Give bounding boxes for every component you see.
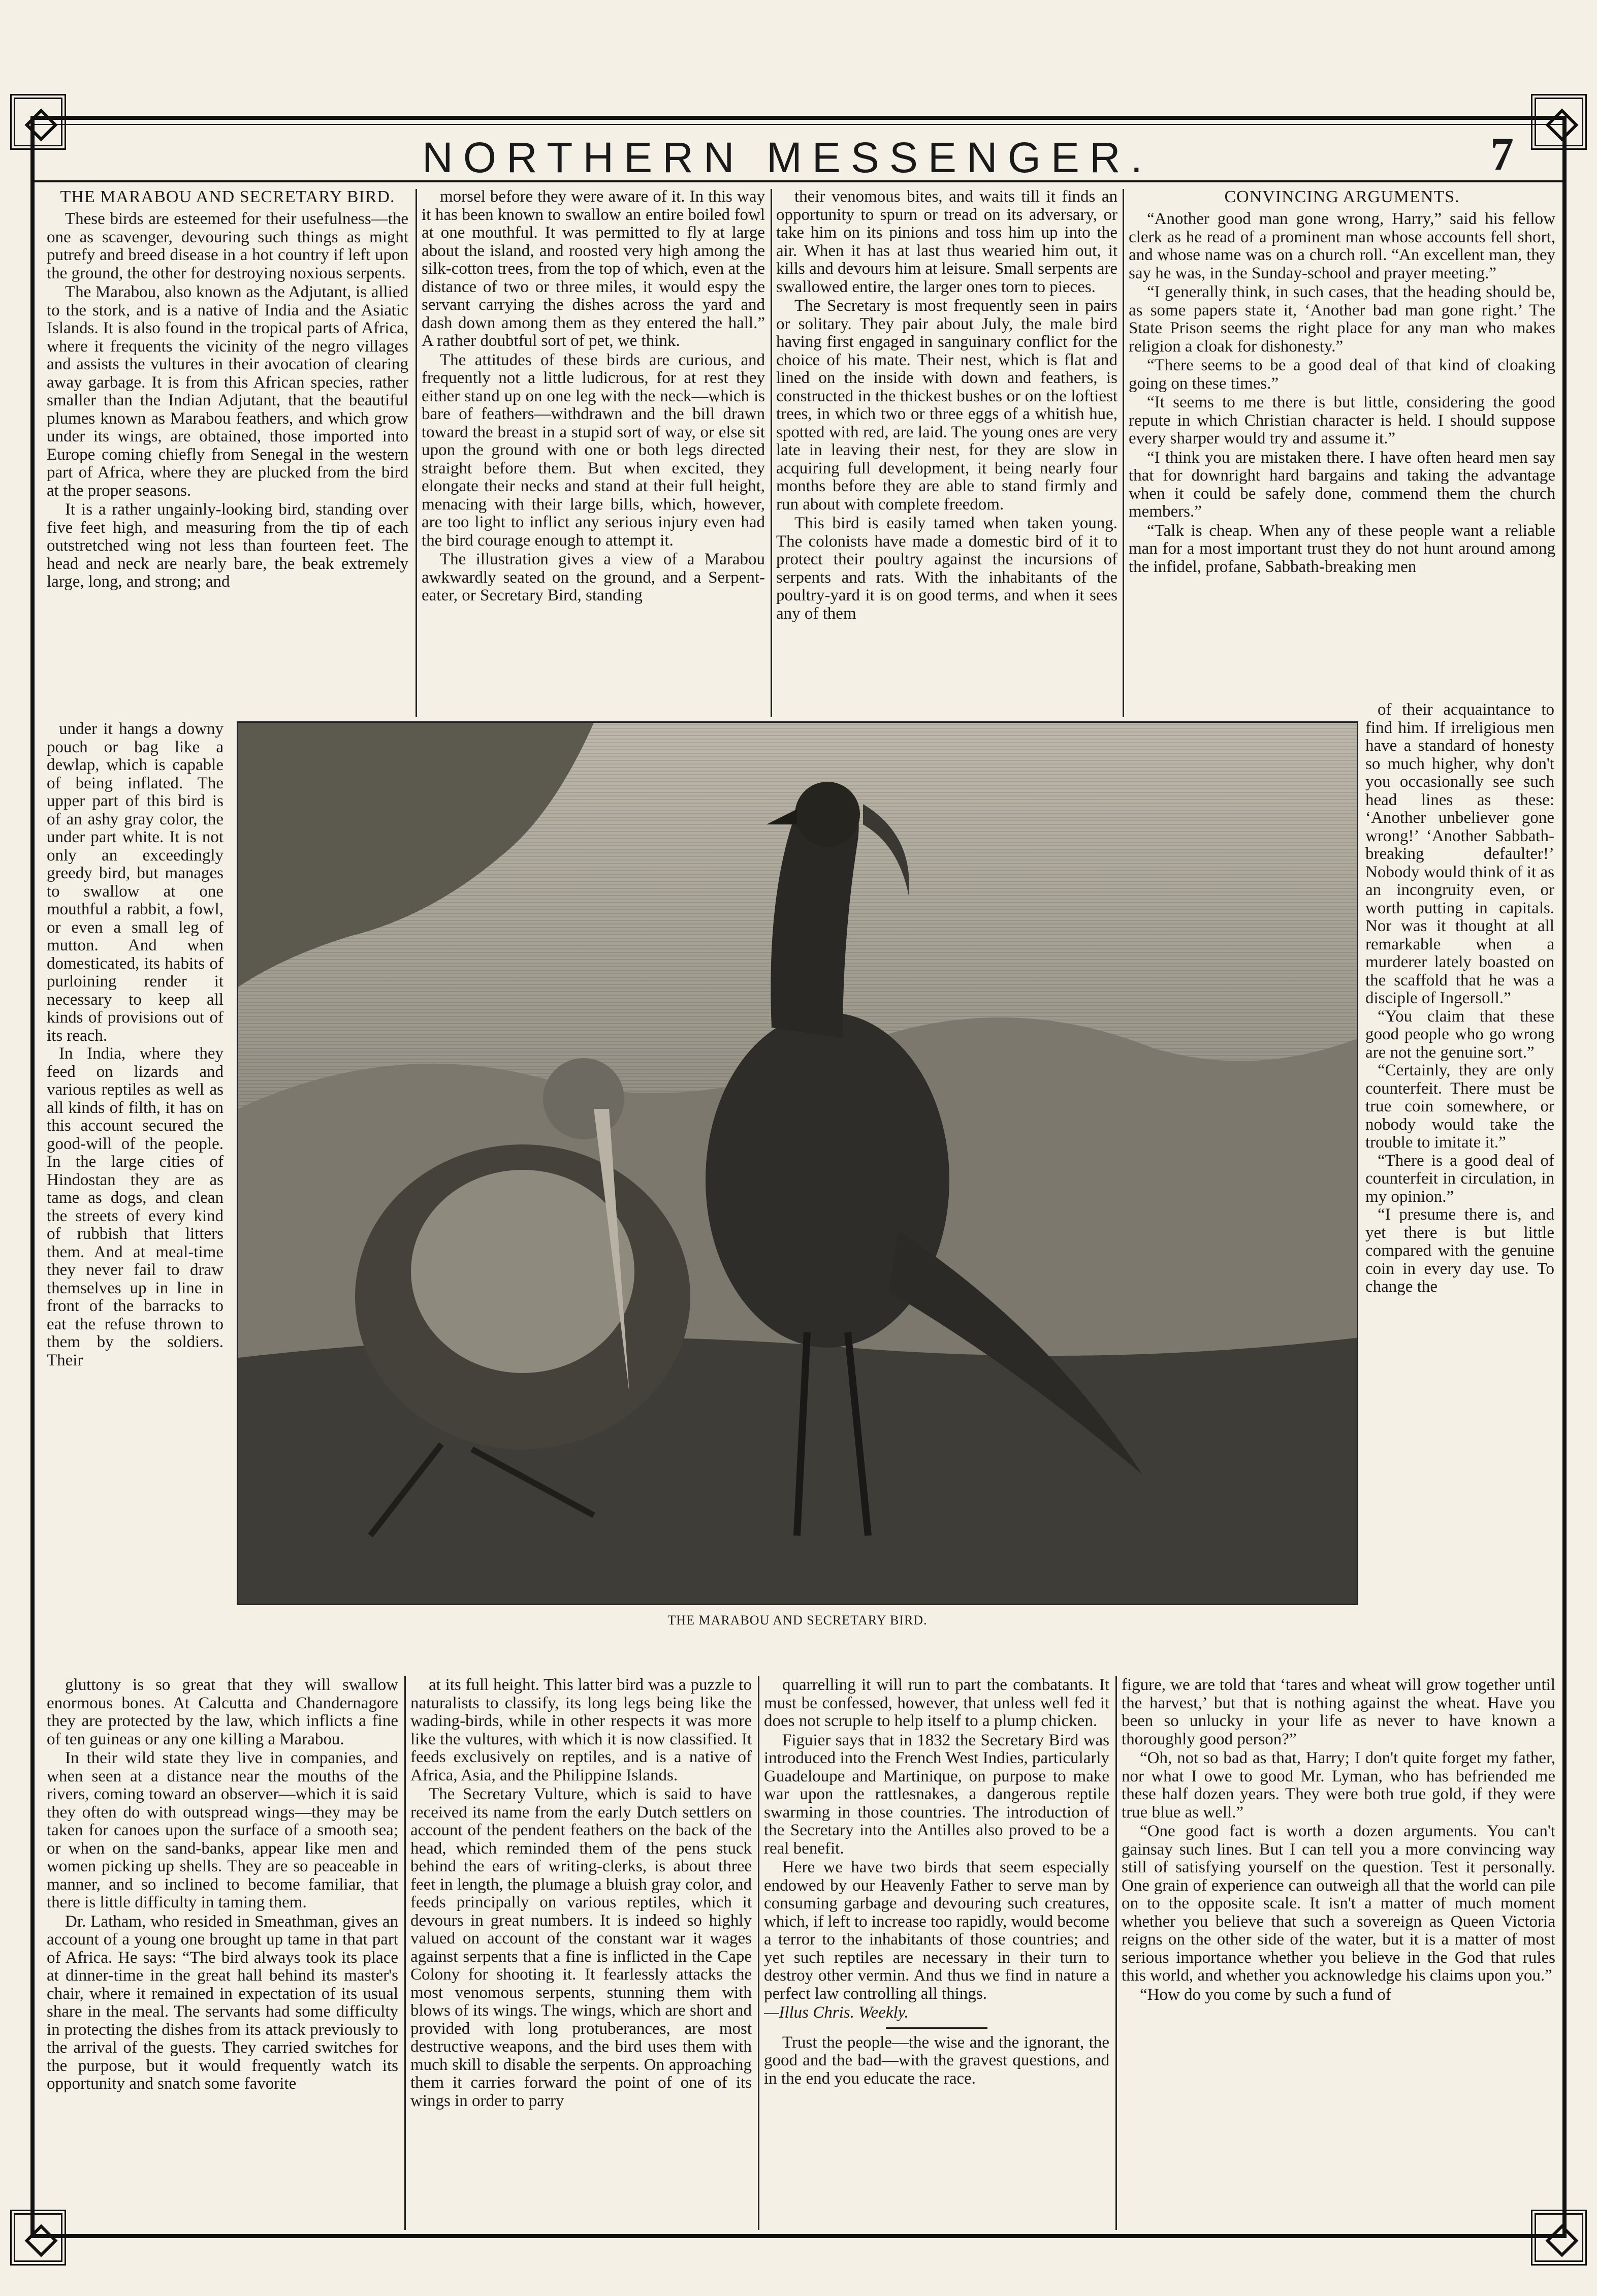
column-3-top — [776, 188, 1117, 716]
paragraph: quarrelling it will run to part the combatants. It must be confessed, however, that unless well fed it does not scruple to help itself to a plump chicken. — [764, 1676, 1109, 1730]
paragraph: In India, where they feed on lizards and various reptiles as well as all kinds of filth, it has on this account secured the good-will of the people. In the large cities of Hindostan they are as tame as dogs, and clean the streets of every kind of rubbish that litters them. And at meal-time they never fail to draw themselves up in line in front of the barracks to eat the refuse thrown to them by the soldiers. Their — [47, 1044, 223, 1369]
secretary-bird-beak — [766, 809, 797, 824]
paragraph: “Oh, not so bad as that, Harry; I don't quite forget my father, nor what I owe to good Mr. Lyman, who has befriended me these half dozen years. They were both true gold, if they were true blue as well.” — [1122, 1749, 1555, 1822]
paragraph: figure, we are told that ‘tares and wheat will grow together until the harvest,’ but that is nothing against the wheat. Have you been so unlucky in your life as never to have known a thoroughly good person?” — [1122, 1676, 1555, 1748]
paragraph: “Another good man gone wrong, Harry,” said his fellow clerk as he read of a prominent man whose accounts fell short, and whose name was on a church roll. “An excellent man, they say he was, in the Sunday-school and prayer meeting.” — [1129, 210, 1555, 282]
paragraph: “Talk is cheap. When any of these people want a reliable man for a most important trust they do not hunt around among the infidel, profane, Sabbath-breaking men — [1129, 521, 1555, 576]
paragraph: gluttony is so great that they will swallow enormous bones. At Calcutta and Chandernagore they are protected by the law, which inflicts a fine of ten guineas or any one killing a Marabou. — [47, 1676, 398, 1748]
corner-ornament-top-left — [10, 94, 66, 150]
article-credit: —Illus Chris. Weekly. — [764, 2003, 909, 2022]
paragraph: In their wild state they live in companies, and when seen at a distance near the mouths of the rivers, coming toward an observer—which it is said they often do with outspread wings—they may be taken for canoes upon the surface of a smooth sea; or when on the sand-banks, appear like men and women picking up shells. They are so peaceable in manner, and so inclined to become familiar, that there is little difficulty in taming them. — [47, 1749, 398, 1911]
paragraph: “Certainly, they are only counterfeit. There must be true coin somewhere, or nobody would take the trouble to imitate it.” — [1365, 1061, 1554, 1152]
paragraph: “I think you are mistaken there. I have often heard men say that for downright hard bargains and taking the advantage when it could be safely done, commend them the church members.” — [1129, 448, 1555, 521]
engraving-illustration — [237, 721, 1358, 1605]
column-rule-2-bottom — [758, 1676, 759, 2230]
column-3-bottom — [764, 1676, 1109, 2230]
corner-ornament-top-right — [1531, 94, 1587, 150]
paragraph: “It seems to me there is but little, considering the good repute in which Christian character is held. I should suppose every sharper would try and assume it.” — [1129, 393, 1555, 448]
paragraph: The Secretary is most frequently seen in pairs or solitary. They pair about July, the male bird having first engaged in sanguinary conflict for the choice of his mate. Their nest, which is flat and lined on the inside with down and feathers, is constructed in the thickest bushes or on the loftiest trees, in which two or three eggs of a whitish hue, spotted with red, are laid. The young ones are very late in leaving their nest, for they are slow in acquiring full development, it being nearly four months before they are able to stand firmly and run about with complete freedom. — [776, 297, 1117, 514]
column-rule-2 — [771, 189, 772, 717]
paragraph: “How do you come by such a fund of — [1140, 1985, 1391, 2004]
foliage-left — [238, 723, 594, 987]
paragraph: The Marabou, also known as the Adjutant, is allied to the stork, and is a native of India and the Asiatic Islands. It is also found in the tropical parts of Africa, where it frequents the vicinity of the negro villages and assists the vultures in their avocation of clearing away garbage. It is from this African species, rather smaller than the Indian Adjutant, that the beautiful plumes known as Marabou feathers, and which grow under its wings, are obtained, those imported into Europe coming chiefly from Senegal in the western part of Africa, where they are plucked from the bird at the proper seasons. — [47, 283, 408, 500]
column-1-wrap — [47, 720, 223, 1675]
paragraph: Dr. Latham, who resided in Smeathman, gives an account of a young one brought up tame in that part of Africa. He says: “The bird always took its place at dinner-time in the great hall behind its master's chair, where it remained in expectation of its usual share in the meal. The servants had some difficulty in protecting the dishes from its attack previously to the arrival of the guests. They carried switches for the purpose, but it would frequently watch its opportunity and snatch some favorite — [47, 1912, 398, 2093]
paragraph: The illustration gives a view of a Marabou awkwardly seated on the ground, and a Serpent-eater, or Secretary Bird, standing — [422, 550, 765, 604]
paragraph: “There is a good deal of counterfeit in circulation, in my opinion.” — [1365, 1151, 1554, 1206]
article-headline-convincing: CONVINCING ARGUMENTS. — [1224, 188, 1460, 206]
masthead-title: NORTHERN MESSENGER. — [422, 134, 1153, 181]
paragraph: The attitudes of these birds are curious, and frequently not a little ludicrous, for at rest they either stand up on one leg with the neck—which is bare of feathers—withdrawn and the bill drawn toward the breast in a stupid sort of way, or else sit upon the ground with one or both legs directed straight before them. But when excited, they elongate their necks and stand at their full height, menacing with their large bills, which, however, are too light to inflict any serious injury even had the bird courage enough to attempt it. — [422, 350, 765, 550]
paragraph: “I generally think, in such cases, that the heading should be, as some papers state it, ‘Another bad man gone right.’ The State Prison seems the right place for any man who makes religion a cloak for dishonesty.” — [1129, 283, 1555, 356]
paragraph: “I presume there is, and yet there is but little compared with the genuine coin in every day use. To change the — [1365, 1205, 1554, 1296]
filler-divider — [886, 2027, 987, 2029]
secretary-bird-crest — [863, 804, 909, 896]
paragraph: at its full height. This latter bird was a puzzle to naturalists to classify, its long legs being like the wading-birds, while in other respects it was more like the vultures, with which it is now classified. It feeds exclusively on reptiles, and is a native of Africa, Asia, and the Philippine Islands. — [410, 1676, 752, 1784]
filler-paragraph: Trust the people—the wise and the ignorant, the good and the bad—with the gravest questions, and in the end you educate the race. — [764, 2033, 1109, 2088]
marabou-breast — [411, 1170, 634, 1373]
paragraph: Figuier says that in 1832 the Secretary Bird was introduced into the French West Indies, particularly Guadeloupe and Martinique, on purpose to make war upon the rattlesnakes, a dangerous reptile swarming in those countries. The introduction of the Secretary into the Antilles also proved to be a real benefit. — [764, 1731, 1109, 1858]
birds-engraving-svg — [238, 723, 1358, 1605]
column-1-top — [47, 188, 408, 720]
paragraph: “One good fact is worth a dozen arguments. You can't gainsay such lines. But I can tell you a more convincing way still of satisfying yourself on the question. Test it personally. One grain of experience can outweigh all that the world can pile on to the opposite scale. It isn't a matter of much moment whether you believe that such a sovereign as Queen Victoria reigns on the other side of the water, but it is a matter of most serious importance whether you believe in the God that rules this world, and whether you acknowledge his claims upon you.” — [1122, 1822, 1555, 1985]
column-rule-1-bottom — [404, 1676, 406, 2230]
paragraph: Here we have two birds that seem especially endowed by our Heavenly Father to serve man by consuming garbage and devouring such creatures, which, if left to increase too rapidly, would become a terror to the inhabitants of those countries; and yet such reptiles are necessary in their turn to destroy other vermin. And thus we find in nature a perfect law controlling all things. — [764, 1858, 1109, 2003]
article-headline-marabou: THE MARABOU AND SECRETARY BIRD. — [60, 188, 395, 206]
paragraph: their venomous bites, and waits till it finds an opportunity to spurn or tread on its adversary, or take him on its pinions and toss him up into the air. When it has at last thus wearied him out, it kills and devours him at leisure. Small serpents are swallowed entire, the larger ones torn to pieces. — [776, 188, 1117, 296]
paragraph: morsel before they were aware of it. In this way it has been known to swallow an entire boiled fowl at one mouthful. It was permitted to fly at large about the island, and roosted very high among the silk-cotton trees, from the top of which, even at the distance of two or three miles, it would espy the servant carrying the dishes across the yard and dash down among them as they entered the hall.” A rather doubtful sort of pet, we think. — [422, 188, 765, 350]
frame-top-thin-rule — [30, 124, 1567, 125]
frame-top-rule — [30, 116, 1567, 120]
column-rule-3-bottom — [1115, 1676, 1117, 2230]
column-4-wrap — [1365, 701, 1554, 1676]
illustration-caption: THE MARABOU AND SECRETARY BIRD. — [667, 1613, 928, 1628]
column-4-bottom — [1122, 1676, 1555, 2230]
column-2-top — [422, 188, 765, 716]
paragraph: of their acquaintance to find him. If irreligious men have a standard of honesty so much higher, why don't you occasionally see such head lines as these: ‘Another unbeliever gone wrong!’ ‘Another Sabbath-breaking defaulter!’ Nobody would think of it as an incongruity even, or worth putting in capitals. Nor was it thought at all remarkable when a murderer lately boasted on the scaffold that he was a disciple of Ingersoll.” — [1365, 701, 1554, 1007]
secretary-bird-head — [795, 782, 860, 847]
column-rule-3 — [1123, 189, 1124, 717]
frame-left-rule — [30, 116, 35, 2238]
frame-right-rule — [1562, 116, 1567, 2238]
page-number: 7 — [1490, 128, 1514, 180]
paragraph: “There seems to be a good deal of that kind of cloaking going on these times.” — [1129, 356, 1555, 393]
paragraph: It is a rather ungainly-looking bird, standing over five feet high, and measuring from the tip of each outstretched wing not less than fourteen feet. The head and neck are nearly bare, the beak extremely large, long, and strong; and — [47, 500, 408, 591]
column-1-bottom — [47, 1676, 398, 2230]
column-2-bottom — [410, 1676, 752, 2230]
paragraph: The Secretary Vulture, which is said to have received its name from the early Dutch settlers on account of the pendent feathers on the back of the head, which reminded them of the pens stuck behind the ears of writing-clerks, is about three feet in length, the plumage a bluish gray color, and feeds principally on various reptiles, which it devours in great numbers. It is indeed so highly valued on account of the constant war it wages against serpents that a fine is inflicted in the Cape Colony for shooting it. It fearlessly attacks the most venomous serpents, stunning them with blows of its wings. The wings, which are short and provided with long protuberances, are most destructive weapons, and the bird uses them with much skill to disable the serpents. On approaching them it carries forward the point of one of its wings in order to parry — [410, 1785, 752, 2110]
paragraph: This bird is easily tamed when taken young. The colonists have made a domestic bird of it to protect their poultry against the incursions of serpents and rats. With the inhabitants of the poultry-yard it is on good terms, and when it sees any of them — [776, 514, 1117, 623]
paragraph: These birds are esteemed for their usefulness—the one as scavenger, devouring such things as might putrefy and breed disease in a hot country if left upon the ground, the other for destroying noxious serpents. — [47, 210, 408, 282]
column-rule-1 — [416, 189, 417, 717]
marabou-head — [543, 1058, 624, 1139]
column-4-top — [1129, 188, 1555, 701]
paragraph: under it hangs a downy pouch or bag like a dewlap, which is capable of being inflated. The upper part of this bird is of an ashy gray color, the under part white. It is not only an exceedingly greedy bird, but manages to swallow at one mouthful a rabbit, a fowl, or even a small leg of mutton. And when domesticated, its habits of purloining render it necessary to keep all kinds of provisions out of its reach. — [47, 720, 223, 1045]
frame-bottom-rule — [30, 2234, 1567, 2238]
paragraph: “You claim that these good people who go wrong are not the genuine sort.” — [1365, 1007, 1554, 1062]
